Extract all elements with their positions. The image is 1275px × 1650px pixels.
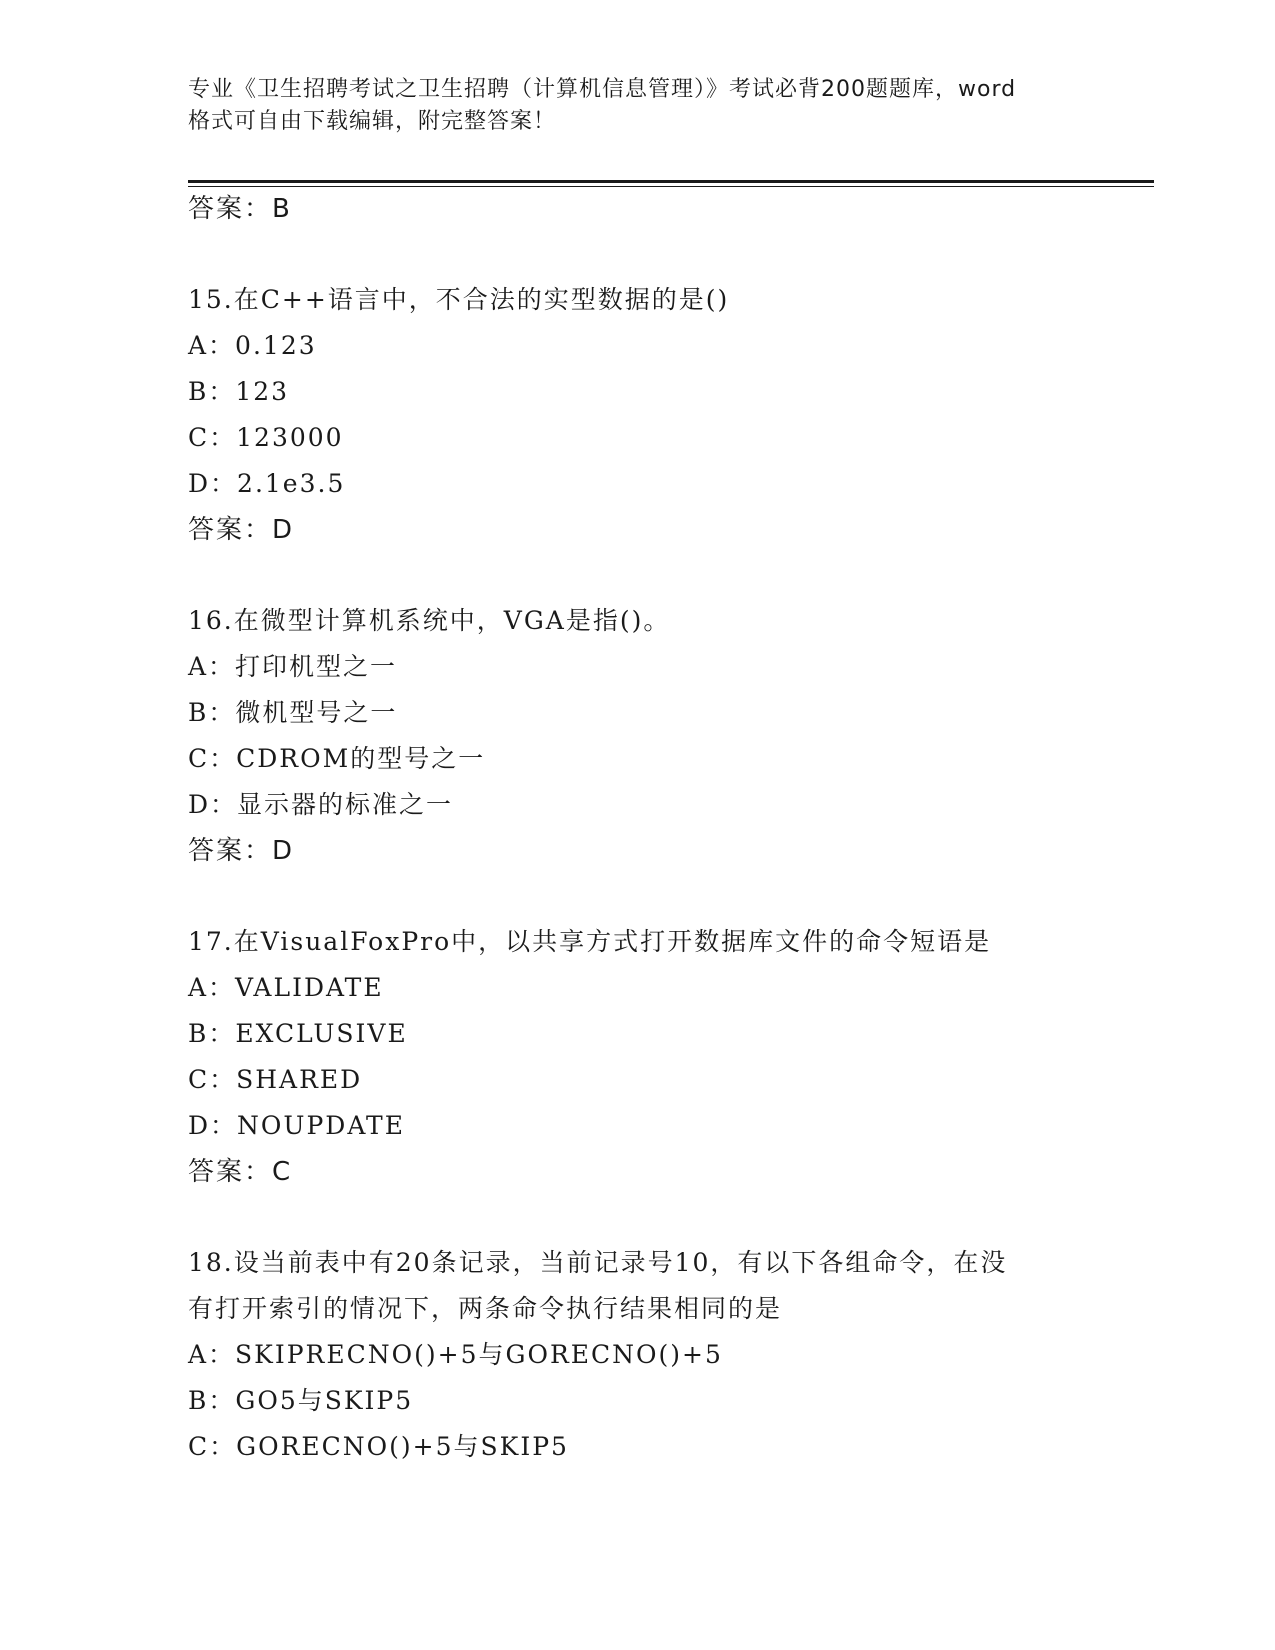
question-15-option-d: D：2.1e3.5 — [188, 469, 346, 498]
question-18-text-line-2: 有打开索引的情况下，两条命令执行结果相同的是 — [188, 1294, 783, 1323]
question-16-option-b: B：微机型号之一 — [188, 698, 398, 727]
document-header — [188, 74, 1088, 138]
header-divider-thick — [188, 180, 1154, 183]
question-15-option-c: C：123000 — [188, 423, 344, 452]
question-18-option-c: C：GORECNO()+5与SKIP5 — [188, 1432, 569, 1461]
question-17-option-b: B：EXCLUSIVE — [188, 1019, 408, 1048]
question-18-option-b: B：GO5与SKIP5 — [188, 1386, 414, 1415]
question-18-text-line-1: 18.设当前表中有20条记录，当前记录号10，有以下各组命令，在没 — [188, 1248, 1008, 1277]
question-17-option-c: C：SHARED — [188, 1065, 363, 1094]
question-16-text: 16.在微型计算机系统中，VGA是指()。 — [188, 606, 671, 635]
question-15 — [188, 277, 1088, 553]
question-16-option-c: C：CDROM的型号之一 — [188, 744, 486, 773]
header-line-1: 专业《卫生招聘考试之卫生招聘（计算机信息管理）》考试必背200题题库，word — [188, 77, 1017, 102]
question-16 — [188, 598, 1088, 874]
question-17 — [188, 919, 1088, 1195]
question-15-option-a: A：0.123 — [188, 331, 317, 360]
answer-15: 答案：D — [188, 515, 295, 545]
question-18 — [188, 1240, 1088, 1470]
answer-14: 答案：B — [188, 194, 292, 224]
question-18-option-a: A：SKIPRECNO()+5与GORECNO()+5 — [188, 1340, 723, 1369]
question-17-option-d: D：NOUPDATE — [188, 1111, 405, 1140]
question-list — [188, 186, 1088, 1470]
question-17-text: 17.在VisualFoxPro中，以共享方式打开数据库文件的命令短语是 — [188, 927, 992, 956]
question-15-option-b: B：123 — [188, 377, 290, 406]
question-17-option-a: A：VALIDATE — [188, 973, 384, 1002]
question-16-option-a: A：打印机型之一 — [188, 652, 398, 681]
answer-17: 答案：C — [188, 1157, 293, 1187]
answer-16: 答案：D — [188, 836, 295, 866]
header-line-2: 格式可自由下载编辑，附完整答案！ — [188, 109, 557, 134]
question-15-text: 15.在C++语言中，不合法的实型数据的是() — [188, 285, 730, 314]
question-16-option-d: D：显示器的标准之一 — [188, 790, 454, 819]
